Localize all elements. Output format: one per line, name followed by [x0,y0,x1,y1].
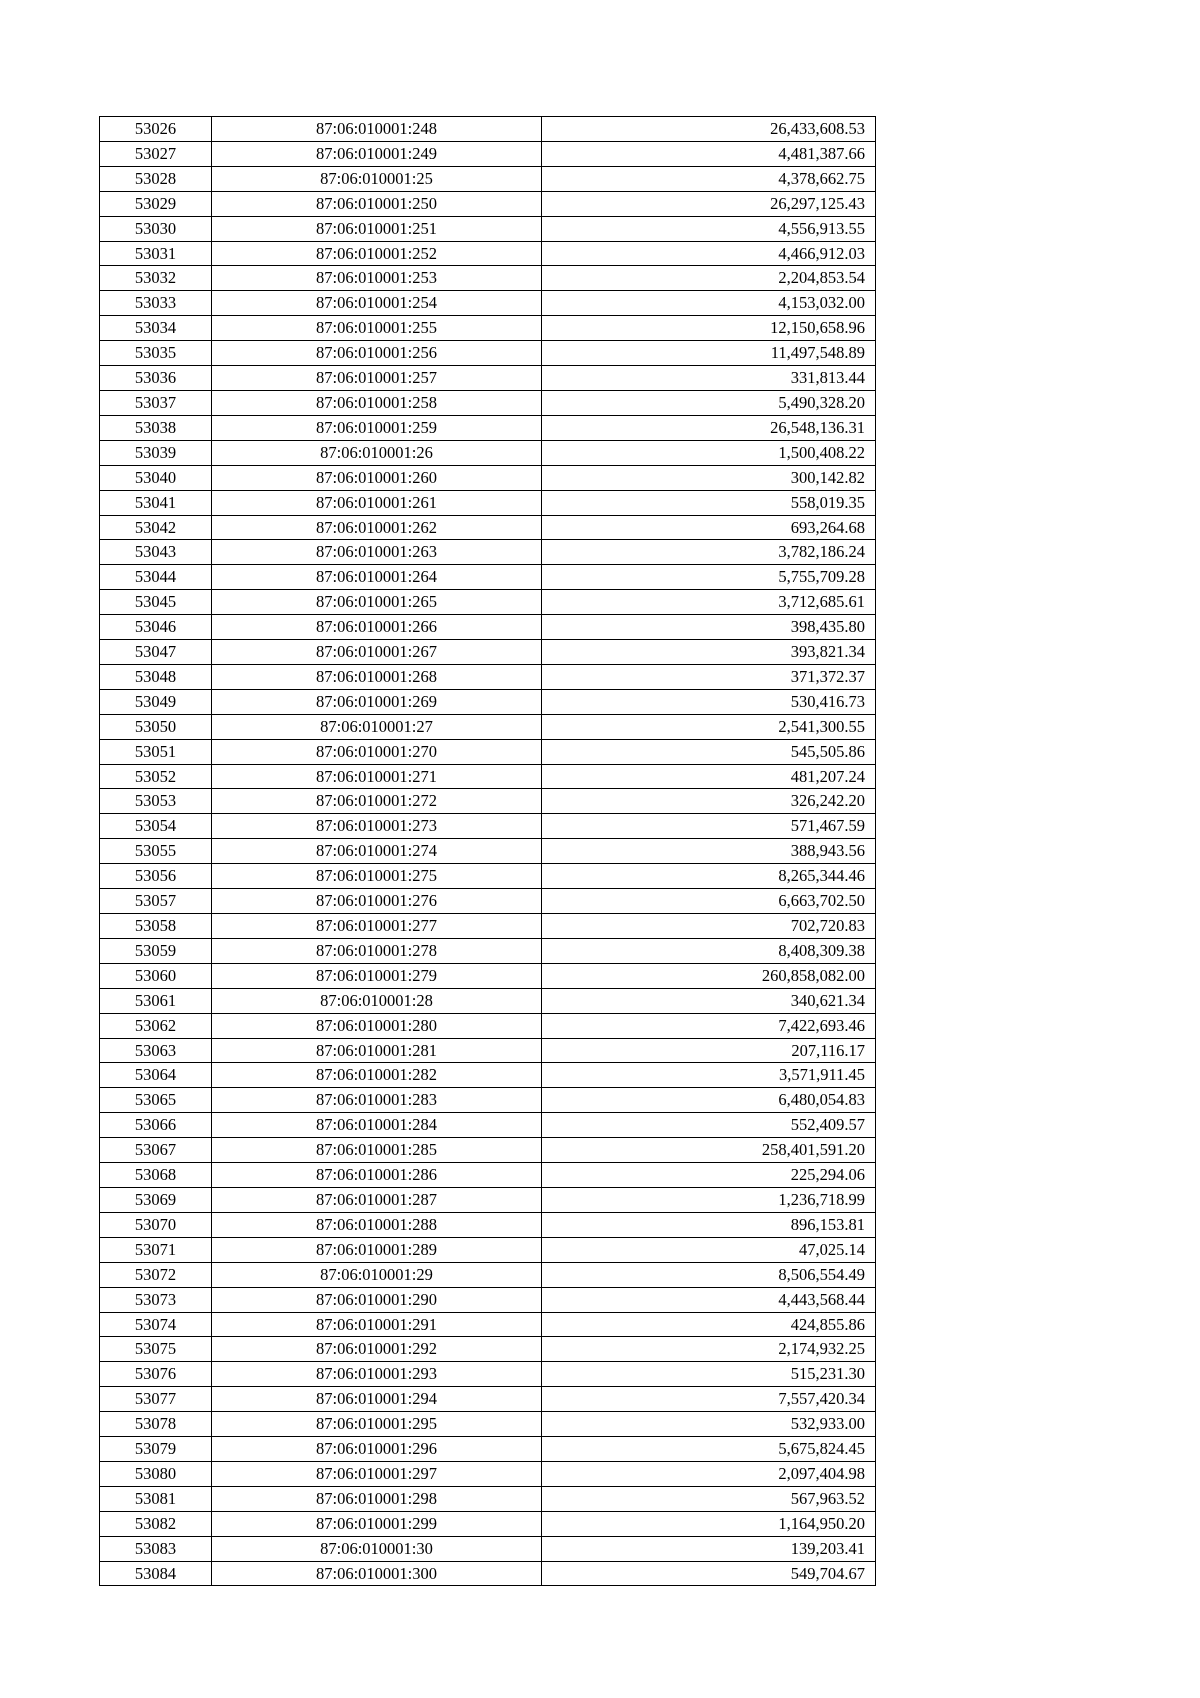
row-number-cell: 53060 [100,963,212,988]
cadastral-value-cell: 388,943.56 [542,839,876,864]
cadastral-number-cell: 87:06:010001:294 [212,1387,542,1412]
row-number-cell: 53081 [100,1486,212,1511]
table-row [100,1063,876,1088]
table-row [100,1212,876,1237]
row-number-cell: 53056 [100,864,212,889]
cadastral-number-cell: 87:06:010001:284 [212,1113,542,1138]
table-row [100,490,876,515]
table-row [100,1412,876,1437]
cadastral-number-cell: 87:06:010001:286 [212,1163,542,1188]
cadastral-value-cell: 4,153,032.00 [542,291,876,316]
row-number-cell: 53046 [100,615,212,640]
cadastral-number-cell: 87:06:010001:287 [212,1187,542,1212]
cadastral-number-cell: 87:06:010001:251 [212,216,542,241]
row-number-cell: 53028 [100,166,212,191]
cadastral-number-cell: 87:06:010001:266 [212,615,542,640]
row-number-cell: 53027 [100,141,212,166]
cadastral-value-cell: 693,264.68 [542,515,876,540]
cadastral-number-cell: 87:06:010001:291 [212,1312,542,1337]
table-row [100,341,876,366]
cadastral-value-cell: 2,174,932.25 [542,1337,876,1362]
cadastral-value-cell: 567,963.52 [542,1486,876,1511]
cadastral-number-cell: 87:06:010001:30 [212,1536,542,1561]
cadastral-number-cell: 87:06:010001:261 [212,490,542,515]
cadastral-value-cell: 2,541,300.55 [542,714,876,739]
table-row [100,839,876,864]
cadastral-value-cell: 4,443,568.44 [542,1287,876,1312]
row-number-cell: 53062 [100,1013,212,1038]
cadastral-value-cell: 3,712,685.61 [542,590,876,615]
cadastral-number-cell: 87:06:010001:298 [212,1486,542,1511]
cadastral-value-cell: 47,025.14 [542,1237,876,1262]
row-number-cell: 53029 [100,191,212,216]
table-row [100,540,876,565]
row-number-cell: 53053 [100,789,212,814]
table-row [100,640,876,665]
cadastral-value-cell: 225,294.06 [542,1163,876,1188]
cadastral-number-cell: 87:06:010001:279 [212,963,542,988]
table-row [100,1387,876,1412]
cadastral-value-cell: 552,409.57 [542,1113,876,1138]
cadastral-value-cell: 340,621.34 [542,988,876,1013]
cadastral-number-cell: 87:06:010001:264 [212,565,542,590]
cadastral-value-cell: 12,150,658.96 [542,316,876,341]
table-row [100,689,876,714]
cadastral-value-cell: 26,548,136.31 [542,415,876,440]
cadastral-number-cell: 87:06:010001:257 [212,366,542,391]
row-number-cell: 53026 [100,117,212,142]
table-row [100,864,876,889]
cadastral-number-cell: 87:06:010001:280 [212,1013,542,1038]
cadastral-value-cell: 260,858,082.00 [542,963,876,988]
table-row [100,1262,876,1287]
cadastral-value-cell: 26,433,608.53 [542,117,876,142]
table-row [100,440,876,465]
table-row [100,465,876,490]
table-row [100,1461,876,1486]
row-number-cell: 53049 [100,689,212,714]
cadastral-number-cell: 87:06:010001:300 [212,1561,542,1586]
cadastral-number-cell: 87:06:010001:25 [212,166,542,191]
table-row [100,216,876,241]
table-row [100,590,876,615]
row-number-cell: 53083 [100,1536,212,1561]
cadastral-value-cell: 139,203.41 [542,1536,876,1561]
cadastral-number-cell: 87:06:010001:273 [212,814,542,839]
cadastral-number-cell: 87:06:010001:282 [212,1063,542,1088]
cadastral-number-cell: 87:06:010001:285 [212,1138,542,1163]
row-number-cell: 53073 [100,1287,212,1312]
cadastral-number-cell: 87:06:010001:256 [212,341,542,366]
table-row [100,291,876,316]
cadastral-value-cell: 371,372.37 [542,664,876,689]
table-body [100,117,876,1586]
table-row [100,1437,876,1462]
row-number-cell: 53045 [100,590,212,615]
cadastral-number-cell: 87:06:010001:265 [212,590,542,615]
row-number-cell: 53040 [100,465,212,490]
row-number-cell: 53077 [100,1387,212,1412]
cadastral-number-cell: 87:06:010001:263 [212,540,542,565]
cadastral-number-cell: 87:06:010001:289 [212,1237,542,1262]
cadastral-number-cell: 87:06:010001:275 [212,864,542,889]
cadastral-value-cell: 8,408,309.38 [542,938,876,963]
table-row [100,664,876,689]
table-row [100,266,876,291]
cadastral-value-cell: 2,097,404.98 [542,1461,876,1486]
row-number-cell: 53066 [100,1113,212,1138]
row-number-cell: 53037 [100,390,212,415]
table-row [100,1561,876,1586]
row-number-cell: 53032 [100,266,212,291]
row-number-cell: 53041 [100,490,212,515]
table-row [100,938,876,963]
table-row [100,1237,876,1262]
cadastral-value-cell: 300,142.82 [542,465,876,490]
row-number-cell: 53054 [100,814,212,839]
row-number-cell: 53034 [100,316,212,341]
cadastral-value-cell: 8,506,554.49 [542,1262,876,1287]
table-row [100,1038,876,1063]
cadastral-number-cell: 87:06:010001:258 [212,390,542,415]
cadastral-number-cell: 87:06:010001:255 [212,316,542,341]
table-row [100,1536,876,1561]
cadastral-value-cell: 7,422,693.46 [542,1013,876,1038]
cadastral-value-cell: 11,497,548.89 [542,341,876,366]
cadastral-value-cell: 424,855.86 [542,1312,876,1337]
table-row [100,141,876,166]
table-row [100,988,876,1013]
cadastral-number-cell: 87:06:010001:271 [212,764,542,789]
cadastral-value-table [99,116,876,1586]
table-row [100,1113,876,1138]
table-row [100,515,876,540]
row-number-cell: 53052 [100,764,212,789]
cadastral-value-cell: 8,265,344.46 [542,864,876,889]
cadastral-number-cell: 87:06:010001:276 [212,889,542,914]
row-number-cell: 53047 [100,640,212,665]
row-number-cell: 53084 [100,1561,212,1586]
cadastral-value-cell: 2,204,853.54 [542,266,876,291]
row-number-cell: 53038 [100,415,212,440]
row-number-cell: 53033 [100,291,212,316]
table-row [100,1013,876,1038]
cadastral-number-cell: 87:06:010001:278 [212,938,542,963]
row-number-cell: 53031 [100,241,212,266]
cadastral-value-cell: 515,231.30 [542,1362,876,1387]
cadastral-value-cell: 896,153.81 [542,1212,876,1237]
row-number-cell: 53070 [100,1212,212,1237]
row-number-cell: 53036 [100,366,212,391]
cadastral-number-cell: 87:06:010001:281 [212,1038,542,1063]
cadastral-number-cell: 87:06:010001:290 [212,1287,542,1312]
table-row [100,415,876,440]
table-row [100,1138,876,1163]
table-row [100,914,876,939]
cadastral-value-cell: 326,242.20 [542,789,876,814]
cadastral-value-cell: 481,207.24 [542,764,876,789]
cadastral-value-cell: 398,435.80 [542,615,876,640]
cadastral-number-cell: 87:06:010001:296 [212,1437,542,1462]
row-number-cell: 53078 [100,1412,212,1437]
cadastral-number-cell: 87:06:010001:295 [212,1412,542,1437]
cadastral-number-cell: 87:06:010001:253 [212,266,542,291]
cadastral-number-cell: 87:06:010001:272 [212,789,542,814]
row-number-cell: 53059 [100,938,212,963]
cadastral-number-cell: 87:06:010001:249 [212,141,542,166]
row-number-cell: 53079 [100,1437,212,1462]
cadastral-value-cell: 207,116.17 [542,1038,876,1063]
row-number-cell: 53050 [100,714,212,739]
cadastral-value-cell: 5,755,709.28 [542,565,876,590]
cadastral-value-cell: 4,466,912.03 [542,241,876,266]
cadastral-number-cell: 87:06:010001:254 [212,291,542,316]
cadastral-number-cell: 87:06:010001:259 [212,415,542,440]
cadastral-number-cell: 87:06:010001:283 [212,1088,542,1113]
table-row [100,191,876,216]
table-row [100,1486,876,1511]
cadastral-value-cell: 6,480,054.83 [542,1088,876,1113]
table-row [100,1187,876,1212]
cadastral-number-cell: 87:06:010001:262 [212,515,542,540]
row-number-cell: 53075 [100,1337,212,1362]
cadastral-number-cell: 87:06:010001:267 [212,640,542,665]
row-number-cell: 53069 [100,1187,212,1212]
cadastral-value-cell: 5,490,328.20 [542,390,876,415]
row-number-cell: 53071 [100,1237,212,1262]
cadastral-number-cell: 87:06:010001:288 [212,1212,542,1237]
table-row [100,615,876,640]
cadastral-number-cell: 87:06:010001:274 [212,839,542,864]
cadastral-value-cell: 26,297,125.43 [542,191,876,216]
table-row [100,1163,876,1188]
cadastral-number-cell: 87:06:010001:250 [212,191,542,216]
cadastral-number-cell: 87:06:010001:248 [212,117,542,142]
row-number-cell: 53065 [100,1088,212,1113]
cadastral-value-cell: 6,663,702.50 [542,889,876,914]
cadastral-number-cell: 87:06:010001:268 [212,664,542,689]
row-number-cell: 53051 [100,739,212,764]
row-number-cell: 53055 [100,839,212,864]
row-number-cell: 53057 [100,889,212,914]
row-number-cell: 53043 [100,540,212,565]
cadastral-number-cell: 87:06:010001:29 [212,1262,542,1287]
cadastral-value-cell: 7,557,420.34 [542,1387,876,1412]
row-number-cell: 53076 [100,1362,212,1387]
cadastral-number-cell: 87:06:010001:252 [212,241,542,266]
cadastral-value-cell: 3,571,911.45 [542,1063,876,1088]
table-row [100,565,876,590]
cadastral-value-cell: 571,467.59 [542,814,876,839]
cadastral-value-cell: 393,821.34 [542,640,876,665]
row-number-cell: 53080 [100,1461,212,1486]
row-number-cell: 53039 [100,440,212,465]
table-row [100,366,876,391]
cadastral-number-cell: 87:06:010001:293 [212,1362,542,1387]
cadastral-number-cell: 87:06:010001:270 [212,739,542,764]
cadastral-value-cell: 331,813.44 [542,366,876,391]
cadastral-value-cell: 558,019.35 [542,490,876,515]
table-row [100,1287,876,1312]
cadastral-value-cell: 1,500,408.22 [542,440,876,465]
table-row [100,814,876,839]
cadastral-value-cell: 1,164,950.20 [542,1511,876,1536]
table-row [100,117,876,142]
table-row [100,739,876,764]
row-number-cell: 53064 [100,1063,212,1088]
row-number-cell: 53067 [100,1138,212,1163]
cadastral-number-cell: 87:06:010001:28 [212,988,542,1013]
cadastral-value-cell: 4,378,662.75 [542,166,876,191]
cadastral-number-cell: 87:06:010001:299 [212,1511,542,1536]
cadastral-number-cell: 87:06:010001:292 [212,1337,542,1362]
row-number-cell: 53058 [100,914,212,939]
cadastral-number-cell: 87:06:010001:260 [212,465,542,490]
cadastral-value-cell: 545,505.86 [542,739,876,764]
cadastral-value-cell: 4,556,913.55 [542,216,876,241]
cadastral-number-cell: 87:06:010001:297 [212,1461,542,1486]
row-number-cell: 53072 [100,1262,212,1287]
row-number-cell: 53042 [100,515,212,540]
cadastral-value-cell: 1,236,718.99 [542,1187,876,1212]
cadastral-value-cell: 4,481,387.66 [542,141,876,166]
table-row [100,166,876,191]
table-row [100,1337,876,1362]
table-row [100,789,876,814]
cadastral-number-cell: 87:06:010001:277 [212,914,542,939]
row-number-cell: 53063 [100,1038,212,1063]
row-number-cell: 53061 [100,988,212,1013]
table-row [100,1511,876,1536]
table-row [100,390,876,415]
table-row [100,714,876,739]
cadastral-value-cell: 549,704.67 [542,1561,876,1586]
table-row [100,764,876,789]
table-row [100,316,876,341]
cadastral-number-cell: 87:06:010001:26 [212,440,542,465]
cadastral-value-cell: 702,720.83 [542,914,876,939]
cadastral-value-cell: 530,416.73 [542,689,876,714]
table-row [100,241,876,266]
row-number-cell: 53082 [100,1511,212,1536]
table-row [100,1362,876,1387]
row-number-cell: 53030 [100,216,212,241]
table-row [100,1312,876,1337]
row-number-cell: 53044 [100,565,212,590]
table-row [100,889,876,914]
cadastral-value-cell: 532,933.00 [542,1412,876,1437]
cadastral-value-cell: 258,401,591.20 [542,1138,876,1163]
cadastral-number-cell: 87:06:010001:269 [212,689,542,714]
cadastral-value-cell: 5,675,824.45 [542,1437,876,1462]
row-number-cell: 53035 [100,341,212,366]
cadastral-value-cell: 3,782,186.24 [542,540,876,565]
row-number-cell: 53068 [100,1163,212,1188]
table-row [100,963,876,988]
row-number-cell: 53048 [100,664,212,689]
table-row [100,1088,876,1113]
cadastral-number-cell: 87:06:010001:27 [212,714,542,739]
row-number-cell: 53074 [100,1312,212,1337]
